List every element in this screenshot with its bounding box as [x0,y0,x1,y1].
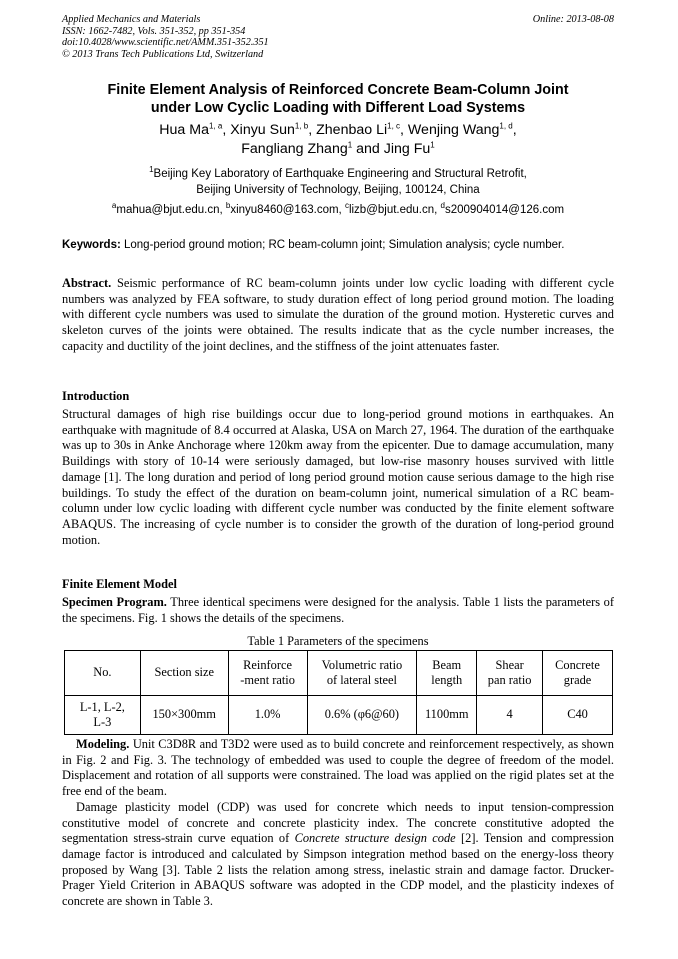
table-cell [477,696,543,735]
author-affil-mark: 1 [347,139,353,149]
parameters-table [64,650,613,735]
cell-text: 0.6% (φ6@60) [324,707,400,722]
table-header-cell [543,651,613,696]
table-header-cell [417,651,477,696]
keywords-label: Keywords: [62,239,121,251]
header-text: Reinforce [243,657,293,672]
author-line: Fangliang Zhang$^1$ and Jing Fu$^1$ [241,139,435,157]
journal-header [62,14,269,60]
paper-title [62,82,614,117]
section-heading-introduction: Introduction [62,389,130,403]
author-affil-mark: 1, a [208,121,223,131]
email-mark: d [440,201,445,211]
author-name: Wenjing Wang [407,122,500,138]
author-name: Fangliang Zhang [241,140,348,157]
table-cell [228,696,307,735]
author-name: Xinyu Sun [230,122,295,138]
email-list: $^a$mahua@bjut.edu.cn, $^b$xinyu8460@163.com, $^c$lizb@bjut.edu.cn, $^d$s200904014@126.com [111,201,565,216]
affiliation-mark: 1 [149,165,154,175]
modeling-paragraph [62,737,614,800]
keywords [62,238,614,253]
author-affil-mark: 1, b [294,121,309,131]
journal-name: Applied Mechanics and Materials [62,14,201,25]
introduction-paragraph: Structural damages of high rise buildings occur due to long-period ground motions in earthquakes. An earthquake with magnitude of 8.4 occurred at Alaska, USA on March 27, 1964. The duration of the earthquake was up to 30s in Anke Anchorage where 120km away from the epicenter. Due to damage accumulation, many Buildings with story of 10-14 were seriously damaged, but low-rise masonry houses survived with little damage [1]. The long duration and period of long period ground motion cause serious damage to the high rise buildings. To study the effect of the duration on beam-column joint, numerical simulation of a RC beam-column under low cyclic loading with different cycle number was conducted by the finite element software ABAQUS. The increasing of cycle number is to consider the growth of the duration of long-period ground motion. [62,407,614,547]
title-line: Finite Element Analysis of Reinforced Concrete Beam-Column Joint [107,82,569,98]
author-name: Hua Ma [159,122,209,138]
cdp-paragraph [62,800,614,910]
title-line: under Low Cyclic Loading with Different Load Systems [150,99,526,116]
author-list [62,121,614,158]
cell-text: C40 [567,707,588,722]
email-address: s200904014@126.com [444,204,565,216]
cell-text: 150×300mm [152,707,216,722]
table-caption: Table 1 Parameters of the specimens [247,634,429,648]
affiliation [62,167,614,198]
online-date: Online: 2013-08-08 [532,14,614,25]
email-address: lizb@bjut.edu.cn [348,204,435,216]
header-text: Volumetric ratio [321,657,403,672]
abstract [62,276,614,355]
header-text: No. [93,665,112,680]
cell-text: 4 [506,707,513,722]
affiliation-line: Beijing University of Technology, Beijing, 100124, China [196,183,480,196]
abstract-text: Seismic performance of RC beam-column joints under low cyclic loading with different cycle numbers was analyzed by FEA software, to study duration effect of long period ground motion. The loading with different cycle numbers was used to simulate the duration of the ground motion. Hysteretic curves and skeleton curves of the joints were obtained. The results indicate that as the cycle number increases, the capacity and ductility of the joint declines, and the stiffness of the joint attenuates faster. [62,276,614,353]
header-text: Concrete [555,657,600,672]
cell-text: L-1, L-2, [79,699,125,714]
header-text: grade [563,673,592,687]
specimen-label: Specimen Program. [62,595,167,609]
header-text: Shear [495,657,524,672]
header-text: length [431,673,463,687]
affiliation-line [62,167,614,183]
specimen-text: Three identical specimens were designed for the analysis. Table 1 lists the parameters of the specimens. Fig. 1 shows the details of the specimens. [62,595,614,625]
email-mark: c [344,201,349,211]
author-name: Zhenbao Li [316,122,388,138]
email-mark: b [225,201,231,211]
cdp-code-title: Concrete structure design code [294,831,456,846]
email-address: xinyu8460@163.com [230,204,339,216]
author-name: Jing Fu [383,140,431,157]
cdp-text: Damage plasticity model (CDP) was used for concrete which needs to input tension-compression constitutive model of concrete and concrete plasticity index. The concrete constitutive adopted the segmentation stress-strain curve equation of [62,799,614,846]
modeling-text: Unit C3D8R and T3D2 were used as to build concrete and reinforcement respectively, as shown in Fig. 2 and Fig. 3. The technology of embedded was used to couple the degree of freedom of the model. Displacement and rotation of all supports were constrained. The load was applied on the rigid plates set at the free end of the beam. [62,737,614,799]
cell-text: 1.0% [254,707,281,722]
table-cell [417,696,477,735]
table-row [65,696,613,735]
modeling-label: Modeling. [76,737,130,751]
header-text: Section size [154,665,214,680]
abstract-label: Abstract. [62,276,112,290]
modeling-section [62,737,614,910]
table-cell [65,696,141,735]
cell-text: 1100mm [424,707,469,722]
table-cell [140,696,228,735]
header-text: pan ratio [487,673,532,687]
table-header-cell [228,651,307,696]
author-affil-mark: 1 [430,139,435,149]
table-cell [543,696,613,735]
journal-issn: ISSN: 1662-7482, Vols. 351-352, pp 351-354 [62,25,246,37]
journal-doi: doi:10.4028/www.scientific.net/AMM.351-352.351 [62,37,269,49]
cell-text: L-3 [93,715,112,729]
author-affil-mark: 1, d [499,121,513,131]
header-text: of lateral steel [326,673,397,687]
author-affil-mark: 1, c [387,121,401,131]
email-mark: a [111,201,117,211]
email-address: mahua@bjut.edu.cn [116,204,220,216]
table-header-cell [307,651,417,696]
header-text: -ment ratio [240,673,295,687]
cdp-text: [2]. Tension and compression damage factor is introduced and calculated by Simpson integration method based on the energy-loss theory proposed by Wang [3]. Table 2 lists the relation among stress, inelastic strain and damage factor. Drucker-Prager Yield Criterion in ABAQUS software was adopted in the CDP model, and the plasticity indexes of concrete are shown in Table 3. [62,831,614,909]
author-line: Hua Ma$^{1, a}$, Xinyu Sun$^{1, b}$, Zhenbao Li$^{1, c}$, Wenjing Wang$^{1, d}$, [159,121,517,138]
table-header-cell [140,651,228,696]
table-cell [307,696,417,735]
keywords-text: Long-period ground motion; RC beam-column joint; Simulation analysis; cycle number. [124,239,565,251]
section-heading-fem: Finite Element Model [62,577,177,591]
table-header-cell [65,651,141,696]
header-text: Beam [432,657,462,672]
journal-copyright: © 2013 Trans Tech Publications Ltd, Switzerland [62,48,264,60]
specimen-paragraph [62,595,614,626]
table-header-row [65,651,613,696]
affiliation-text: Beijing Key Laboratory of Earthquake Engineering and Structural Retrofit, [153,168,527,180]
table-header-cell [477,651,543,696]
